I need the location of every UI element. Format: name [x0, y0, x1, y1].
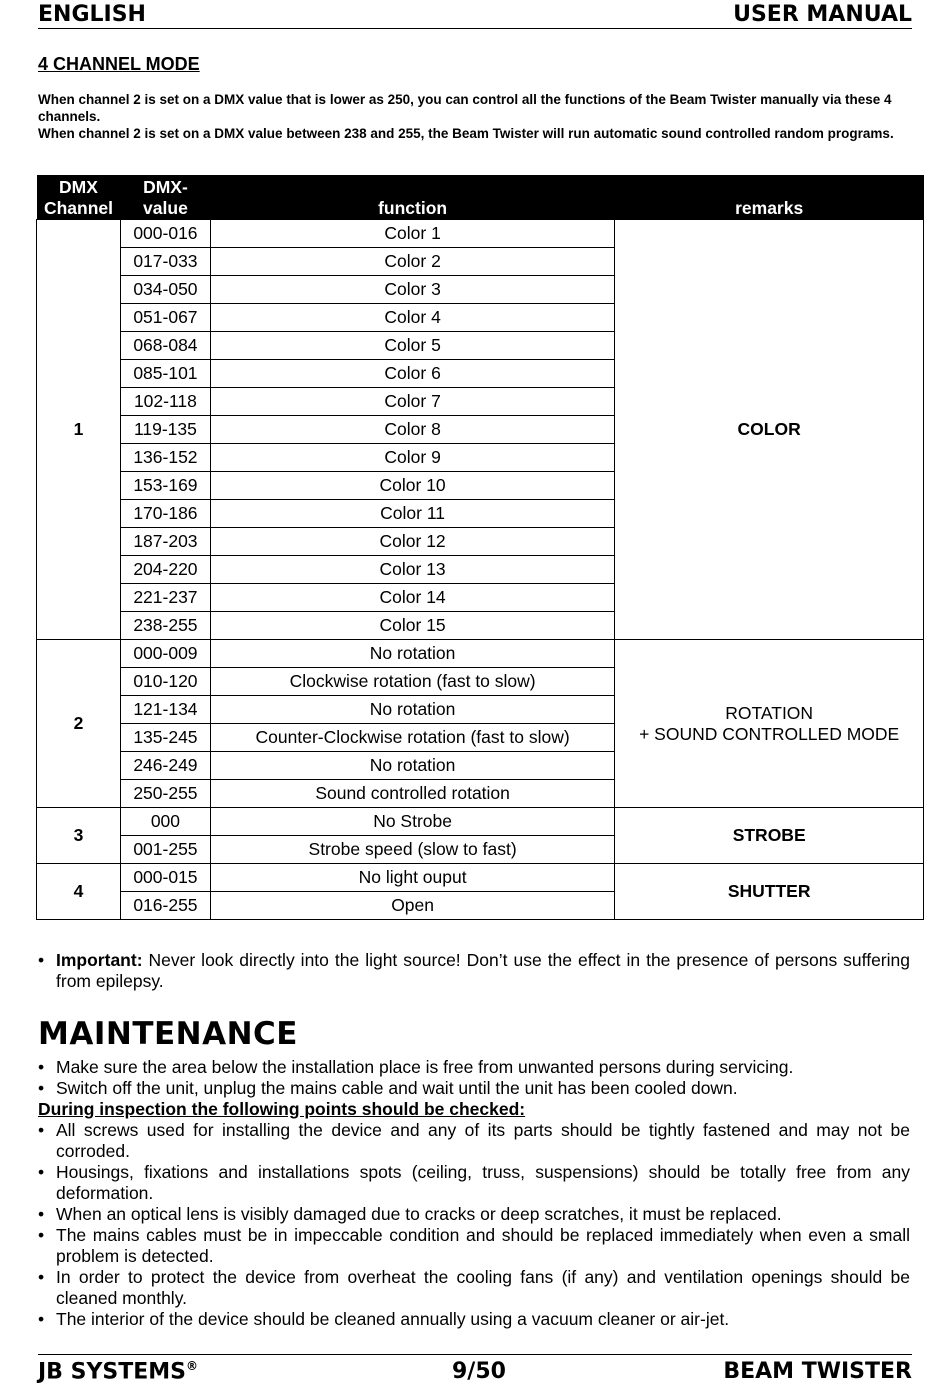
function-cell: Color 15 — [210, 612, 614, 640]
dmx-value-cell: 000-015 — [120, 864, 210, 892]
dmx-value-cell: 119-135 — [120, 416, 210, 444]
function-cell: Color 12 — [210, 528, 614, 556]
inspection-points-list — [38, 1120, 910, 1330]
list-item: • The mains cables must be in impeccable condition and should be replaced immediately when even a small problem is detected. — [38, 1225, 910, 1267]
page-footer — [38, 1354, 912, 1395]
table-header-row — [37, 175, 924, 220]
header-remarks: remarks — [615, 175, 924, 220]
dmx-value-cell: 010-120 — [120, 668, 210, 696]
section-title: 4 CHANNEL MODE — [38, 54, 200, 74]
dmx-value-cell: 102-118 — [120, 388, 210, 416]
function-cell: Color 11 — [210, 500, 614, 528]
list-item: • The interior of the device should be cleaned annually using a vacuum cleaner or air-jet. — [38, 1309, 910, 1330]
function-cell: Color 6 — [210, 360, 614, 388]
remarks-cell — [615, 808, 924, 864]
function-cell: Sound controlled rotation — [210, 780, 614, 808]
dmx-channel-cell: 2 — [37, 640, 121, 808]
list-item: • When an optical lens is visibly damaged due to cracks or deep scratches, it must be replaced. — [38, 1204, 910, 1225]
dmx-value-cell: 170-186 — [120, 500, 210, 528]
list-item: • Switch off the unit, unplug the mains cable and wait until the unit has been cooled down. — [38, 1078, 910, 1099]
header-doc-type: USER MANUAL — [733, 2, 912, 27]
important-label: Important: — [56, 950, 143, 970]
list-item: • Housings, fixations and installations spots (ceiling, truss, suspensions) should be totally free from any deformation. — [38, 1162, 910, 1204]
important-note — [38, 950, 910, 992]
table-row — [37, 808, 924, 836]
header-language: ENGLISH — [38, 2, 146, 27]
dmx-value-cell: 187-203 — [120, 528, 210, 556]
dmx-value-cell: 246-249 — [120, 752, 210, 780]
header-dmx-value: DMX- value — [120, 175, 210, 220]
remarks-cell — [615, 640, 924, 808]
function-cell: Color 3 — [210, 276, 614, 304]
remarks-line: SHUTTER — [727, 881, 811, 901]
header-function: function — [210, 175, 614, 220]
footer-brand: JB SYSTEMS® — [38, 1359, 199, 1385]
function-cell: No rotation — [210, 696, 614, 724]
function-cell: Color 7 — [210, 388, 614, 416]
dmx-channel-cell: 4 — [37, 864, 121, 920]
dmx-value-cell: 221-237 — [120, 584, 210, 612]
dmx-value-cell: 121-134 — [120, 696, 210, 724]
inspection-heading: During inspection the following points should be checked: — [38, 1099, 526, 1119]
footer-product: BEAM TWISTER — [723, 1359, 912, 1384]
maintenance-pre-list — [38, 1057, 910, 1099]
list-item: • In order to protect the device from overheat the cooling fans (if any) and ventilation openings should be cleaned monthly. — [38, 1267, 910, 1309]
important-item — [38, 950, 910, 992]
list-item: • Make sure the area below the installation place is free from unwanted persons during servicing. — [38, 1057, 910, 1078]
dmx-value-cell: 051-067 — [120, 304, 210, 332]
intro-paragraph: When channel 2 is set on a DMX value that is lower as 250, you can control all the functions of the Beam Twister manually via these 4 channels. — [38, 92, 892, 124]
function-cell: Color 14 — [210, 584, 614, 612]
dmx-value-cell: 238-255 — [120, 612, 210, 640]
function-cell: No light ouput — [210, 864, 614, 892]
remarks-cell — [615, 220, 924, 640]
function-cell: Color 13 — [210, 556, 614, 584]
function-cell: Color 5 — [210, 332, 614, 360]
maintenance-section — [38, 1057, 910, 1330]
remarks-line: COLOR — [737, 419, 801, 439]
function-cell: Open — [210, 892, 614, 920]
dmx-value-cell: 001-255 — [120, 836, 210, 864]
function-cell: Color 10 — [210, 472, 614, 500]
function-cell: Counter-Clockwise rotation (fast to slow) — [210, 724, 614, 752]
function-cell: Color 2 — [210, 248, 614, 276]
function-cell: No rotation — [210, 640, 614, 668]
function-cell: No rotation — [210, 752, 614, 780]
list-item: • All screws used for installing the device and any of its parts should be tightly fastened and may not be corroded. — [38, 1120, 910, 1162]
dmx-value-cell: 250-255 — [120, 780, 210, 808]
dmx-value-cell: 204-220 — [120, 556, 210, 584]
header-dmx-channel: DMX Channel — [37, 175, 121, 220]
function-cell: No Strobe — [210, 808, 614, 836]
dmx-channel-table — [36, 175, 924, 920]
function-cell: Clockwise rotation (fast to slow) — [210, 668, 614, 696]
function-cell: Color 4 — [210, 304, 614, 332]
important-text: Never look directly into the light source! Don’t use the effect in the presence of persons suffering from epilepsy. — [56, 950, 910, 991]
remarks-line: STROBE — [732, 825, 806, 845]
dmx-value-cell: 068-084 — [120, 332, 210, 360]
maintenance-title: MAINTENANCE — [38, 1016, 298, 1052]
intro-text — [38, 91, 910, 142]
dmx-value-cell: 000-016 — [120, 220, 210, 248]
dmx-channel-cell: 1 — [37, 220, 121, 640]
table-row — [37, 864, 924, 892]
remarks-line: ROTATION — [725, 702, 814, 723]
table-row — [37, 220, 924, 248]
dmx-value-cell: 136-152 — [120, 444, 210, 472]
dmx-value-cell: 017-033 — [120, 248, 210, 276]
dmx-value-cell: 000-009 — [120, 640, 210, 668]
remarks-cell — [615, 864, 924, 920]
intro-paragraph: When channel 2 is set on a DMX value between 238 and 255, the Beam Twister will run automatic sound controlled random programs. — [38, 126, 894, 141]
table-row — [37, 640, 924, 668]
dmx-value-cell: 034-050 — [120, 276, 210, 304]
page-header — [38, 0, 912, 29]
dmx-value-cell: 085-101 — [120, 360, 210, 388]
table-body — [37, 220, 924, 920]
dmx-value-cell: 000 — [120, 808, 210, 836]
dmx-value-cell: 135-245 — [120, 724, 210, 752]
dmx-value-cell: 153-169 — [120, 472, 210, 500]
remarks-line: + SOUND CONTROLLED MODE — [639, 723, 900, 744]
function-cell: Color 8 — [210, 416, 614, 444]
page-number: 9/50 — [452, 1359, 506, 1384]
dmx-value-cell: 016-255 — [120, 892, 210, 920]
function-cell: Color 9 — [210, 444, 614, 472]
function-cell: Strobe speed (slow to fast) — [210, 836, 614, 864]
dmx-channel-cell: 3 — [37, 808, 121, 864]
function-cell: Color 1 — [210, 220, 614, 248]
